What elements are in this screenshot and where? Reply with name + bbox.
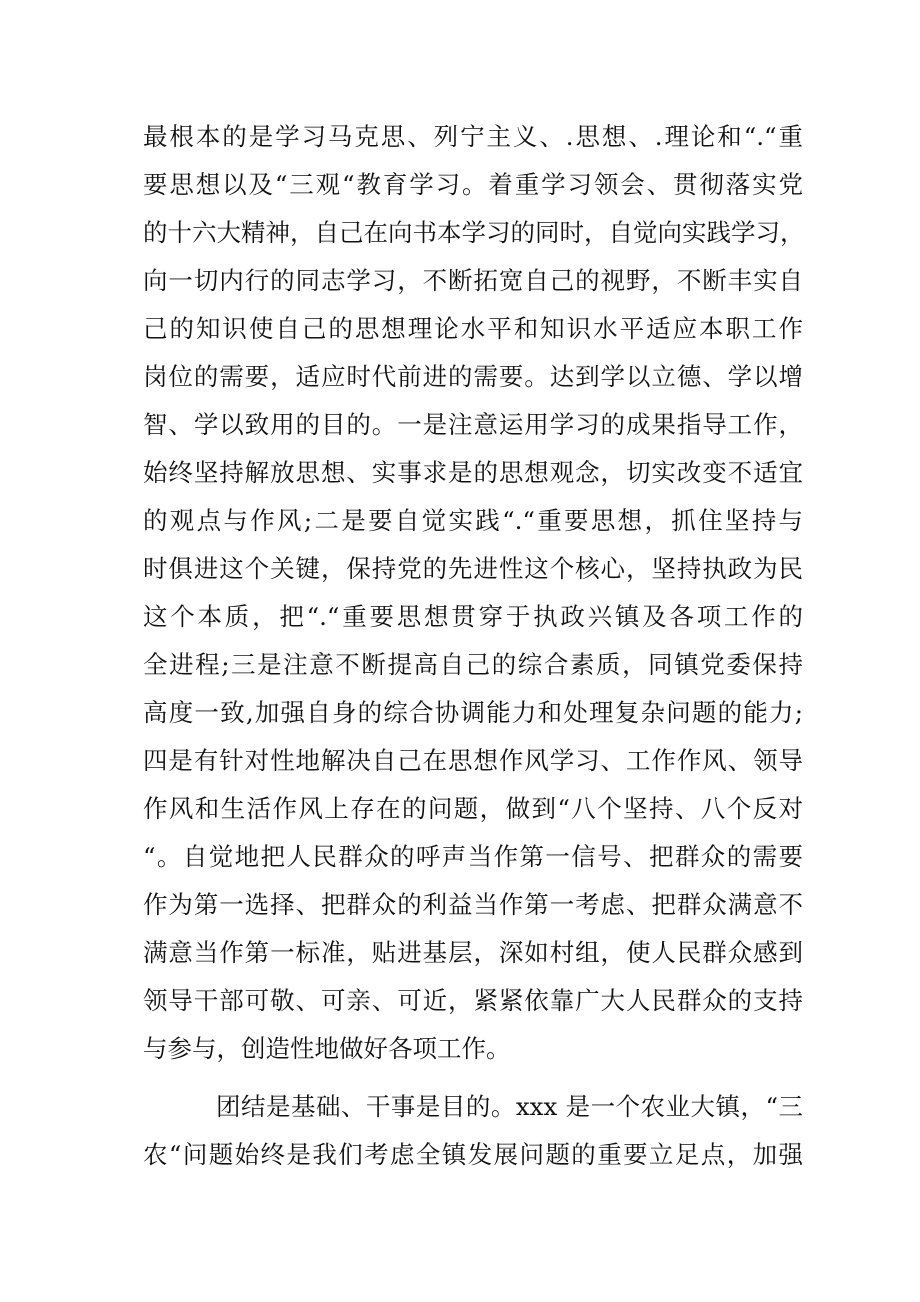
paragraph-line: “。自觉地把人民群众的呼声当作第一信号、把群众的需要 [143, 842, 803, 871]
paragraph-line: 的观点与作风;二是要自觉实践“.“重要思想，抓住坚持与 [143, 506, 803, 535]
paragraph-line: 向一切内行的同志学习，不断拓宽自己的视野，不断丰实自 [143, 266, 803, 295]
paragraph-line: 要思想以及“三观“教育学习。着重学习领会、贯彻落实党 [143, 170, 803, 199]
paragraph-line: 始终坚持解放思想、实事求是的思想观念，切实改变不适宜 [143, 458, 803, 487]
paragraph-line: 与参与，创造性地做好各项工作。 [143, 1034, 511, 1063]
paragraph-line: 己的知识使自己的思想理论水平和知识水平适应本职工作 [143, 314, 803, 343]
paragraph-line: 时俱进这个关键，保持党的先进性这个核心，坚持执政为民 [143, 554, 803, 583]
paragraph-line: 农“问题始终是我们考虑全镇发展问题的重要立足点，加强 [143, 1140, 803, 1169]
paragraph-line: 智、学以致用的目的。一是注意运用学习的成果指导工作， [143, 410, 803, 439]
paragraph-line: 领导干部可敬、可亲、可近，紧紧依靠广大人民群众的支持 [143, 986, 803, 1015]
paragraph-line: 四是有针对性地解决自己在思想作风学习、工作作风、领导 [143, 746, 803, 775]
paragraph-line: 的十六大精神，自己在向书本学习的同时，自觉向实践学习， [143, 218, 805, 247]
paragraph-line: 满意当作第一标准，贴进基层，深如村组，使人民群众感到 [143, 938, 803, 967]
paragraph-first-line: 团结是基础、干事是目的。xxx 是一个农业大镇，“三 [216, 1092, 803, 1121]
paragraph-line: 这个本质，把“.“重要思想贯穿于执政兴镇及各项工作的 [143, 602, 803, 631]
paragraph-line: 全进程;三是注意不断提高自己的综合素质，同镇党委保持 [143, 650, 803, 679]
paragraph-line: 最根本的是学习马克思、列宁主义、.思想、.理论和“.“重 [143, 122, 803, 151]
paragraph-line: 作风和生活作风上存在的问题，做到“八个坚持、八个反对 [143, 794, 803, 823]
paragraph-line: 作为第一选择、把群众的利益当作第一考虑、把群众满意不 [143, 890, 803, 919]
paragraph-line: 高度一致,加强自身的综合协调能力和处理复杂问题的能力; [143, 698, 803, 727]
paragraph-line: 岗位的需要，适应时代前进的需要。达到学以立德、学以增 [143, 362, 803, 391]
